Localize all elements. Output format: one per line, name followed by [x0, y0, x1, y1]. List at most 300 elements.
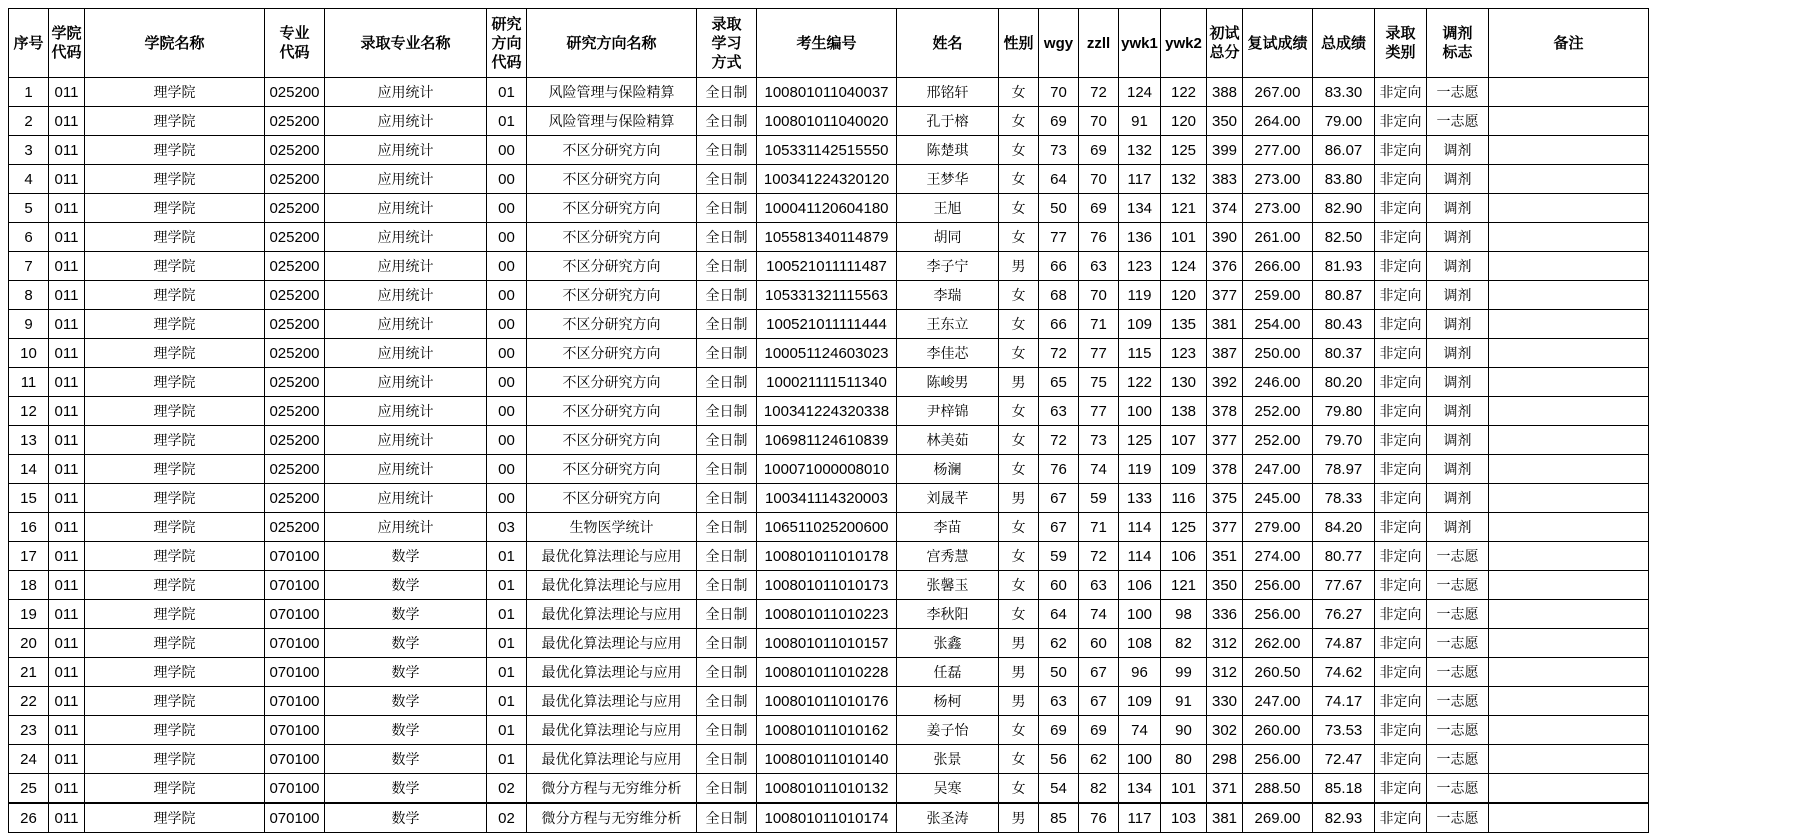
table-row: [9, 600, 1649, 629]
table-cell: 8: [9, 281, 49, 310]
table-cell: 调剂: [1427, 252, 1489, 281]
table-cell: 一志愿: [1427, 745, 1489, 774]
table-cell: 全日制: [697, 600, 757, 629]
table-cell: 100: [1119, 397, 1161, 426]
table-cell: 00: [487, 194, 527, 223]
table-cell: 杨澜: [897, 455, 999, 484]
table-cell: 03: [487, 513, 527, 542]
table-cell: 调剂: [1427, 455, 1489, 484]
table-cell: 070100: [265, 600, 325, 629]
table-cell: [1489, 455, 1649, 484]
table-cell: 77.67: [1313, 571, 1375, 600]
table-cell: 调剂: [1427, 165, 1489, 194]
table-cell: [1489, 339, 1649, 368]
table-cell: 69: [1079, 194, 1119, 223]
admission-sheet: [8, 8, 1649, 833]
table-cell: 67: [1039, 484, 1079, 513]
table-cell: 121: [1161, 571, 1207, 600]
table-cell: [1489, 542, 1649, 571]
table-cell: 3: [9, 136, 49, 165]
table-cell: 79.80: [1313, 397, 1375, 426]
col-header: 研究 方向 代码: [487, 9, 527, 78]
table-cell: 孔于榕: [897, 107, 999, 136]
table-cell: 80.37: [1313, 339, 1375, 368]
table-cell: 63: [1039, 687, 1079, 716]
table-cell: 73.53: [1313, 716, 1375, 745]
table-cell: 134: [1119, 194, 1161, 223]
table-row: [9, 629, 1649, 658]
table-cell: 非定向: [1375, 629, 1427, 658]
table-row: [9, 165, 1649, 194]
table-cell: 101: [1161, 774, 1207, 804]
table-cell: [1489, 397, 1649, 426]
table-cell: 351: [1207, 542, 1243, 571]
table-cell: [1489, 484, 1649, 513]
table-cell: 女: [999, 426, 1039, 455]
table-row: [9, 687, 1649, 716]
table-cell: 女: [999, 716, 1039, 745]
table-cell: 调剂: [1427, 136, 1489, 165]
table-cell: 132: [1119, 136, 1161, 165]
table-cell: 105331142515550: [757, 136, 897, 165]
col-header: 初试 总分: [1207, 9, 1243, 78]
table-cell: 调剂: [1427, 281, 1489, 310]
table-cell: 不区分研究方向: [527, 397, 697, 426]
table-cell: 262.00: [1243, 629, 1313, 658]
table-cell: 4: [9, 165, 49, 194]
table-cell: 025200: [265, 455, 325, 484]
table-cell: 76: [1079, 803, 1119, 833]
table-cell: 应用统计: [325, 165, 487, 194]
table-cell: 张景: [897, 745, 999, 774]
table-cell: 100801011040020: [757, 107, 897, 136]
table-cell: 全日制: [697, 107, 757, 136]
table-cell: 不区分研究方向: [527, 136, 697, 165]
table-cell: 78.97: [1313, 455, 1375, 484]
table-cell: 全日制: [697, 484, 757, 513]
table-cell: 非定向: [1375, 600, 1427, 629]
table-cell: 74: [1079, 455, 1119, 484]
col-header: wgy: [1039, 9, 1079, 78]
table-cell: 邢铭轩: [897, 78, 999, 107]
table-cell: 84.20: [1313, 513, 1375, 542]
table-cell: 全日制: [697, 774, 757, 804]
table-cell: 全日制: [697, 339, 757, 368]
table-cell: 371: [1207, 774, 1243, 804]
table-cell: 100: [1119, 745, 1161, 774]
table-cell: 82: [1161, 629, 1207, 658]
table-cell: 83.80: [1313, 165, 1375, 194]
table-cell: 01: [487, 687, 527, 716]
table-cell: 吴寒: [897, 774, 999, 804]
table-cell: 76.27: [1313, 600, 1375, 629]
table-cell: 378: [1207, 397, 1243, 426]
table-cell: 陈楚琪: [897, 136, 999, 165]
table-cell: 01: [487, 600, 527, 629]
col-header: 性别: [999, 9, 1039, 78]
table-cell: 135: [1161, 310, 1207, 339]
table-cell: 100341224320120: [757, 165, 897, 194]
table-cell: 非定向: [1375, 339, 1427, 368]
table-cell: 21: [9, 658, 49, 687]
table-cell: 全日制: [697, 310, 757, 339]
table-cell: 非定向: [1375, 571, 1427, 600]
table-cell: 388: [1207, 78, 1243, 107]
table-cell: 80.77: [1313, 542, 1375, 571]
table-cell: 张馨玉: [897, 571, 999, 600]
table-cell: 男: [999, 687, 1039, 716]
table-cell: 105581340114879: [757, 223, 897, 252]
table-cell: 011: [49, 571, 85, 600]
table-cell: 数学: [325, 687, 487, 716]
table-cell: 025200: [265, 368, 325, 397]
table-cell: 非定向: [1375, 223, 1427, 252]
table-cell: 调剂: [1427, 339, 1489, 368]
table-cell: 399: [1207, 136, 1243, 165]
table-row: [9, 107, 1649, 136]
table-cell: 不区分研究方向: [527, 368, 697, 397]
table-cell: 17: [9, 542, 49, 571]
table-cell: 250.00: [1243, 339, 1313, 368]
col-header: 专业 代码: [265, 9, 325, 78]
table-cell: 6: [9, 223, 49, 252]
table-cell: 胡同: [897, 223, 999, 252]
table-cell: 男: [999, 368, 1039, 397]
table-cell: 82.50: [1313, 223, 1375, 252]
table-row: [9, 78, 1649, 107]
table-cell: 011: [49, 455, 85, 484]
table-cell: 数学: [325, 745, 487, 774]
table-cell: 不区分研究方向: [527, 484, 697, 513]
table-cell: 70: [1079, 107, 1119, 136]
table-cell: 陈峻男: [897, 368, 999, 397]
table-cell: 应用统计: [325, 484, 487, 513]
table-cell: 一志愿: [1427, 803, 1489, 833]
table-cell: 279.00: [1243, 513, 1313, 542]
table-cell: 125: [1161, 136, 1207, 165]
table-cell: 025200: [265, 310, 325, 339]
table-cell: 23: [9, 716, 49, 745]
table-cell: 调剂: [1427, 310, 1489, 339]
table-cell: 106: [1119, 571, 1161, 600]
table-cell: 全日制: [697, 571, 757, 600]
table-cell: 025200: [265, 426, 325, 455]
table-cell: 全日制: [697, 455, 757, 484]
table-cell: 数学: [325, 716, 487, 745]
table-row: [9, 484, 1649, 513]
table-cell: 101: [1161, 223, 1207, 252]
table-cell: 非定向: [1375, 310, 1427, 339]
table-cell: 理学院: [85, 426, 265, 455]
table-cell: 男: [999, 252, 1039, 281]
col-header: 录取专业名称: [325, 9, 487, 78]
table-cell: 377: [1207, 426, 1243, 455]
table-cell: 76: [1079, 223, 1119, 252]
table-cell: 不区分研究方向: [527, 223, 697, 252]
table-cell: 377: [1207, 281, 1243, 310]
table-cell: [1489, 165, 1649, 194]
table-cell: 70: [1079, 165, 1119, 194]
table-cell: 74.87: [1313, 629, 1375, 658]
table-cell: 54: [1039, 774, 1079, 804]
table-cell: 350: [1207, 571, 1243, 600]
table-cell: 100801011040037: [757, 78, 897, 107]
table-cell: 124: [1119, 78, 1161, 107]
table-cell: 392: [1207, 368, 1243, 397]
table-cell: 非定向: [1375, 774, 1427, 804]
table-cell: 1: [9, 78, 49, 107]
table-cell: 100341224320338: [757, 397, 897, 426]
table-cell: 非定向: [1375, 136, 1427, 165]
table-cell: 00: [487, 455, 527, 484]
table-cell: 全日制: [697, 281, 757, 310]
table-cell: 66: [1039, 310, 1079, 339]
table-cell: 一志愿: [1427, 716, 1489, 745]
table-cell: [1489, 600, 1649, 629]
table-cell: 理学院: [85, 629, 265, 658]
table-cell: 378: [1207, 455, 1243, 484]
table-cell: 56: [1039, 745, 1079, 774]
table-cell: 264.00: [1243, 107, 1313, 136]
table-cell: 宫秀慧: [897, 542, 999, 571]
table-cell: 100801011010176: [757, 687, 897, 716]
table-cell: 72.47: [1313, 745, 1375, 774]
table-cell: 非定向: [1375, 716, 1427, 745]
table-cell: 李秋阳: [897, 600, 999, 629]
table-cell: 女: [999, 571, 1039, 600]
table-cell: 261.00: [1243, 223, 1313, 252]
table-cell: 理学院: [85, 803, 265, 833]
table-cell: 69: [1039, 107, 1079, 136]
table-cell: 136: [1119, 223, 1161, 252]
table-cell: 非定向: [1375, 107, 1427, 136]
table-cell: 252.00: [1243, 397, 1313, 426]
table-cell: 330: [1207, 687, 1243, 716]
table-cell: 254.00: [1243, 310, 1313, 339]
table-cell: 不区分研究方向: [527, 252, 697, 281]
table-cell: 72: [1079, 542, 1119, 571]
table-cell: 理学院: [85, 310, 265, 339]
table-cell: 77: [1079, 339, 1119, 368]
table-cell: 理学院: [85, 484, 265, 513]
table-cell: 26: [9, 803, 49, 833]
table-cell: 64: [1039, 600, 1079, 629]
table-cell: 19: [9, 600, 49, 629]
table-cell: 张圣涛: [897, 803, 999, 833]
table-cell: 100021111511340: [757, 368, 897, 397]
table-cell: 全日制: [697, 687, 757, 716]
table-cell: 调剂: [1427, 223, 1489, 252]
table-cell: 数学: [325, 600, 487, 629]
table-cell: 63: [1079, 252, 1119, 281]
table-cell: 011: [49, 78, 85, 107]
table-cell: 247.00: [1243, 687, 1313, 716]
table-cell: [1489, 281, 1649, 310]
table-cell: 070100: [265, 629, 325, 658]
table-cell: 女: [999, 774, 1039, 804]
table-cell: [1489, 368, 1649, 397]
table-cell: 非定向: [1375, 542, 1427, 571]
table-cell: 女: [999, 194, 1039, 223]
table-cell: 全日制: [697, 542, 757, 571]
table-cell: 25: [9, 774, 49, 804]
table-cell: 00: [487, 339, 527, 368]
table-cell: 理学院: [85, 252, 265, 281]
table-cell: 376: [1207, 252, 1243, 281]
table-cell: 122: [1119, 368, 1161, 397]
table-cell: 非定向: [1375, 281, 1427, 310]
table-cell: [1489, 426, 1649, 455]
table-cell: 最优化算法理论与应用: [527, 542, 697, 571]
table-cell: 18: [9, 571, 49, 600]
table-cell: 070100: [265, 803, 325, 833]
table-cell: 7: [9, 252, 49, 281]
table-cell: 不区分研究方向: [527, 426, 697, 455]
table-row: [9, 658, 1649, 687]
table-cell: 全日制: [697, 78, 757, 107]
table-cell: 不区分研究方向: [527, 339, 697, 368]
table-cell: 全日制: [697, 513, 757, 542]
table-cell: 107: [1161, 426, 1207, 455]
table-cell: 123: [1119, 252, 1161, 281]
col-header: 录取 类别: [1375, 9, 1427, 78]
table-cell: 理学院: [85, 513, 265, 542]
table-cell: 69: [1079, 716, 1119, 745]
table-cell: 理学院: [85, 78, 265, 107]
table-cell: 71: [1079, 310, 1119, 339]
table-cell: 01: [487, 78, 527, 107]
table-cell: 011: [49, 658, 85, 687]
table-cell: [1489, 136, 1649, 165]
table-cell: 011: [49, 252, 85, 281]
table-cell: 微分方程与无穷维分析: [527, 803, 697, 833]
table-cell: 女: [999, 281, 1039, 310]
table-cell: 非定向: [1375, 513, 1427, 542]
table-cell: 302: [1207, 716, 1243, 745]
table-cell: 114: [1119, 513, 1161, 542]
col-header: 学院 代码: [49, 9, 85, 78]
col-header: ywk1: [1119, 9, 1161, 78]
table-cell: 00: [487, 165, 527, 194]
table-cell: 82.90: [1313, 194, 1375, 223]
table-cell: 应用统计: [325, 194, 487, 223]
table-cell: 理学院: [85, 107, 265, 136]
table-cell: 312: [1207, 658, 1243, 687]
table-cell: 不区分研究方向: [527, 281, 697, 310]
table-cell: 070100: [265, 745, 325, 774]
header-row: [9, 9, 1649, 78]
table-cell: 数学: [325, 803, 487, 833]
table-cell: 025200: [265, 513, 325, 542]
table-cell: 73: [1079, 426, 1119, 455]
table-cell: 96: [1119, 658, 1161, 687]
table-cell: 9: [9, 310, 49, 339]
table-cell: 99: [1161, 658, 1207, 687]
table-cell: 025200: [265, 194, 325, 223]
table-cell: 011: [49, 194, 85, 223]
table-row: [9, 716, 1649, 745]
table-cell: 100801011010228: [757, 658, 897, 687]
table-cell: 16: [9, 513, 49, 542]
table-cell: 全日制: [697, 745, 757, 774]
table-cell: 应用统计: [325, 455, 487, 484]
table-cell: 74: [1079, 600, 1119, 629]
table-cell: 011: [49, 310, 85, 339]
table-cell: 调剂: [1427, 513, 1489, 542]
table-row: [9, 426, 1649, 455]
table-cell: 79.70: [1313, 426, 1375, 455]
table-cell: 125: [1161, 513, 1207, 542]
table-cell: 011: [49, 136, 85, 165]
table-cell: 115: [1119, 339, 1161, 368]
table-cell: 103: [1161, 803, 1207, 833]
table-cell: 微分方程与无穷维分析: [527, 774, 697, 804]
table-cell: 82.93: [1313, 803, 1375, 833]
table-cell: [1489, 513, 1649, 542]
table-cell: 60: [1079, 629, 1119, 658]
table-cell: 90: [1161, 716, 1207, 745]
table-cell: 375: [1207, 484, 1243, 513]
table-cell: 256.00: [1243, 745, 1313, 774]
table-cell: 10: [9, 339, 49, 368]
table-cell: 2: [9, 107, 49, 136]
table-cell: 011: [49, 281, 85, 310]
table-cell: 260.50: [1243, 658, 1313, 687]
table-cell: 01: [487, 745, 527, 774]
table-cell: 070100: [265, 716, 325, 745]
table-cell: 100801011010162: [757, 716, 897, 745]
table-cell: 5: [9, 194, 49, 223]
table-cell: 男: [999, 484, 1039, 513]
table-cell: 100801011010140: [757, 745, 897, 774]
table-cell: 267.00: [1243, 78, 1313, 107]
table-cell: 01: [487, 716, 527, 745]
table-cell: 01: [487, 542, 527, 571]
table-cell: 59: [1079, 484, 1119, 513]
table-cell: 李瑞: [897, 281, 999, 310]
table-cell: [1489, 774, 1649, 804]
table-cell: 00: [487, 426, 527, 455]
table-cell: 全日制: [697, 194, 757, 223]
table-cell: 理学院: [85, 542, 265, 571]
table-cell: 81.93: [1313, 252, 1375, 281]
table-cell: 一志愿: [1427, 600, 1489, 629]
table-cell: 312: [1207, 629, 1243, 658]
table-cell: [1489, 78, 1649, 107]
table-cell: 理学院: [85, 223, 265, 252]
table-cell: 01: [487, 571, 527, 600]
table-cell: 非定向: [1375, 745, 1427, 774]
table-cell: 260.00: [1243, 716, 1313, 745]
table-cell: 67: [1039, 513, 1079, 542]
table-cell: 李苗: [897, 513, 999, 542]
table-cell: 100801011010157: [757, 629, 897, 658]
table-cell: 80.20: [1313, 368, 1375, 397]
table-cell: 109: [1161, 455, 1207, 484]
col-header: 序号: [9, 9, 49, 78]
table-cell: 67: [1079, 658, 1119, 687]
table-cell: 108: [1119, 629, 1161, 658]
table-cell: 02: [487, 774, 527, 804]
table-cell: 133: [1119, 484, 1161, 513]
table-cell: 14: [9, 455, 49, 484]
table-cell: 理学院: [85, 774, 265, 804]
table-cell: 100041120604180: [757, 194, 897, 223]
table-cell: 00: [487, 223, 527, 252]
table-cell: 全日制: [697, 223, 757, 252]
table-cell: 80.43: [1313, 310, 1375, 339]
table-cell: 100801011010174: [757, 803, 897, 833]
